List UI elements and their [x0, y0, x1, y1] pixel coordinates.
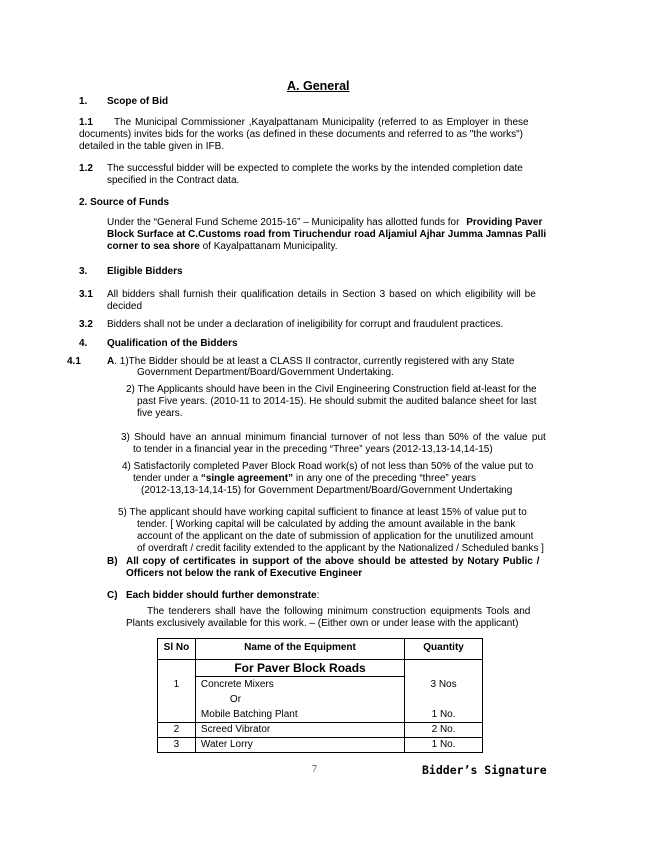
attestation-text: Officers not below the rank of Executive Engineer	[126, 568, 363, 579]
header-sl-no: Sl No	[158, 639, 196, 660]
section-number: 4.	[79, 338, 88, 349]
row-sl: 3	[158, 738, 196, 753]
row-equipment: Concrete Mixers	[195, 677, 404, 693]
item-text: tender. [ Working capital will be calculated by adding the amount available in the bank	[137, 519, 516, 530]
demonstrate-text: Plants exclusively available for this work. – (Either own or under lease with the applicant)	[126, 618, 519, 629]
item-letter: B)	[107, 556, 118, 567]
table-row	[158, 692, 483, 707]
section-heading-eligible: Eligible Bidders	[107, 266, 183, 277]
row-qty: 2 No.	[405, 723, 483, 738]
header-quantity: Quantity	[405, 639, 483, 660]
row-sl: 1	[158, 677, 196, 693]
item-text: 4) Satisfactorily completed Paver Block Road work(s) of not less than 50% of the value put to	[122, 461, 534, 472]
clause-number: 1.1	[79, 117, 93, 128]
clause-text: specified in the Contract data.	[107, 175, 240, 186]
bidder-signature-label: Bidder’s Signature	[422, 763, 547, 777]
demonstrate-heading: Each bidder should further demonstrate	[126, 590, 317, 601]
clause-text: All bidders shall furnish their qualification details in Section 3 based on which eligibility will be	[107, 289, 536, 300]
row-qty: 3 Nos	[405, 677, 483, 693]
funds-work-name: corner to sea shore	[107, 241, 200, 252]
clause-text: documents) invites bids for the works (as defined in these documents and referred to as "the works")	[79, 129, 523, 140]
row-sl: 2	[158, 723, 196, 738]
item-letter: A	[107, 356, 115, 367]
item-text: . 1)The Bidder should be at least a CLASS II contractor, currently registered with any State	[114, 356, 515, 367]
row-equipment: Water Lorry	[195, 738, 404, 753]
funds-work-name: Providing Paver	[466, 217, 543, 228]
clause-number: 3.2	[79, 319, 93, 330]
item-text: of overdraft / credit facility extended to the applicant by the Nationalized / Scheduled banks ]	[137, 543, 544, 554]
row-equipment-or: Or	[195, 692, 404, 707]
item-text: 2) The Applicants should have been in the Civil Engineering Construction field at-least for the	[126, 384, 537, 395]
section-heading-qualification: Qualification of the Bidders	[107, 338, 238, 349]
table-row	[158, 677, 483, 693]
page-title: A. General	[287, 79, 350, 93]
funds-work-name: Block Surface at C.Customs road from Tiruchendur road Aljamiul Ajhar Jumma Jamnas Palli	[107, 229, 547, 240]
table-row	[158, 723, 483, 738]
clause-number: 1.2	[79, 163, 93, 174]
row-qty: 1 No.	[405, 707, 483, 723]
item-text: five years.	[137, 408, 183, 419]
table-section-row	[158, 660, 483, 677]
attestation-text: All copy of certificates in support of the above should be attested by Notary Public /	[126, 556, 540, 567]
section-number: 1.	[79, 96, 88, 107]
section-heading-scope: Scope of Bid	[107, 96, 169, 107]
item-letter: C)	[107, 590, 118, 601]
funds-intro: Under the “General Fund Scheme 2015-16” – Municipality has allotted funds for	[107, 217, 460, 228]
item-text: Government Department/Board/Government Undertaking.	[137, 367, 394, 378]
item-text: to tender in a financial year in the preceding “Three” years (2012-13,13-14,14-15)	[133, 444, 493, 455]
item-text: account of the applicant on the date of submission of application for the unutilized amount	[137, 531, 534, 542]
clause-text: The successful bidder will be expected to complete the works by the intended completion date	[107, 163, 523, 174]
table-header-row	[158, 639, 483, 660]
clause-text: decided	[107, 301, 143, 312]
table-row	[158, 707, 483, 723]
section-number: 3.	[79, 266, 88, 277]
table-row	[158, 738, 483, 753]
clause-text: detailed in the table given in IFB.	[79, 141, 225, 152]
demonstrate-colon: :	[316, 590, 320, 601]
item-text: (2012-13,13-14,14-15) for Government Department/Board/Government Undertaking	[141, 485, 513, 496]
item-text: past Five years. (2010-11 to 2014-15). He should submit the audited balance sheet for last	[137, 396, 537, 407]
clause-text: Bidders shall not be under a declaration of ineligibility for corrupt and fraudulent practices.	[107, 319, 504, 330]
item-text: tender under a	[133, 473, 199, 484]
item-emphasis: “single agreement”	[200, 473, 294, 484]
row-equipment: Screed Vibrator	[195, 723, 404, 738]
demonstrate-text: The tenderers shall have the following minimum construction equipments Tools and	[147, 606, 531, 617]
item-text: in any one of the preceding “three” years	[295, 473, 476, 484]
funds-tail: of Kayalpattanam Municipality.	[202, 241, 338, 252]
section-paver-block: For Paver Block Roads	[195, 660, 404, 677]
header-equipment-name: Name of the Equipment	[195, 639, 404, 660]
clause-number: 4.1	[67, 356, 81, 367]
equipment-table	[157, 638, 483, 753]
page-number: 7	[312, 764, 317, 775]
section-heading-funds: 2. Source of Funds	[79, 197, 170, 208]
funds-paragraph	[107, 217, 542, 229]
clause-number: 3.1	[79, 289, 93, 300]
row-equipment: Mobile Batching Plant	[195, 707, 404, 723]
clause-text: The Municipal Commissioner ,Kayalpattanam Municipality (referred to as Employer in these	[114, 117, 529, 128]
item-text: 3) Should have an annual minimum financial turnover of not less than 50% of the value put	[121, 432, 546, 443]
row-qty: 1 No.	[405, 738, 483, 753]
item-text: 5) The applicant should have working capital sufficient to finance at least 15% of value put to	[118, 507, 527, 518]
